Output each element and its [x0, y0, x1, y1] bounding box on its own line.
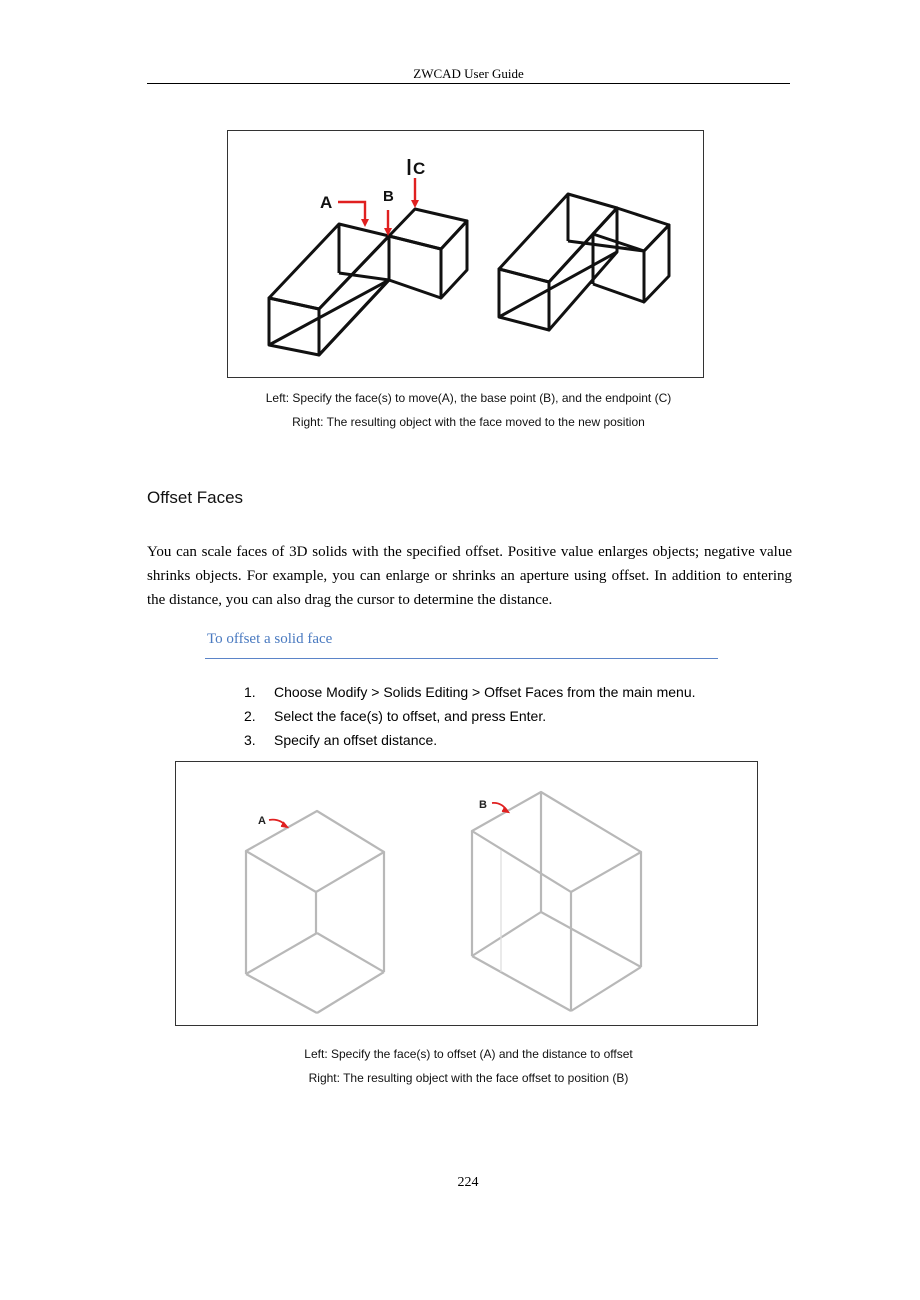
step-item: [244, 680, 696, 704]
step-item: [244, 728, 696, 752]
offset-faces-figure: [175, 761, 758, 1026]
original-solid-wireframe: [269, 209, 467, 355]
red-face-arrows: [269, 803, 508, 827]
label-b: B: [479, 799, 487, 811]
label-a: A: [320, 193, 333, 212]
section-paragraph: You can scale faces of 3D solids with the specified offset. Positive value enlarges objects; negative value shrinks objects. For example, you can enlarge or shrinks an aperture using offset. In addition to entering the distance, you can also drag the cursor to determine the distance.: [147, 544, 792, 608]
figure2-caption-line2: Right: The resulting object with the face offset to position (B): [308, 1071, 629, 1085]
step-text: Specify an offset distance.: [274, 732, 438, 748]
step-number: 3.: [244, 732, 256, 748]
figure2-caption-line1: Left: Specify the face(s) to offset (A) and the distance to offset: [304, 1047, 633, 1061]
procedure-rule: [205, 658, 718, 659]
original-box-wireframe: [246, 811, 384, 1013]
move-faces-figure: [227, 130, 704, 378]
section-heading: Offset Faces: [147, 488, 244, 507]
result-solid-wireframe: [499, 194, 669, 330]
procedure-title: To offset a solid face: [207, 631, 333, 647]
step-number: 2.: [244, 708, 256, 724]
label-a: A: [258, 815, 266, 827]
running-header: ZWCAD User Guide: [413, 66, 524, 81]
step-text: Select the face(s) to offset, and press Enter.: [274, 708, 547, 724]
step-item: [244, 704, 696, 728]
page-number: 224: [457, 1175, 479, 1190]
header-rule: [147, 83, 790, 84]
label-c: C: [413, 159, 426, 178]
offset-faces-illustration: [176, 762, 759, 1027]
step-text: Choose Modify > Solids Editing > Offset Faces from the main menu.: [274, 684, 696, 700]
move-faces-illustration: [228, 131, 705, 379]
figure1-caption-line1: Left: Specify the face(s) to move(A), the base point (B), and the endpoint (C): [265, 391, 672, 405]
step-number: 1.: [244, 684, 256, 700]
figure1-caption-line2: Right: The resulting object with the face moved to the new position: [292, 415, 645, 429]
offset-box-wireframe: [472, 792, 641, 1011]
label-b: B: [383, 188, 394, 205]
procedure-steps: [244, 680, 696, 752]
